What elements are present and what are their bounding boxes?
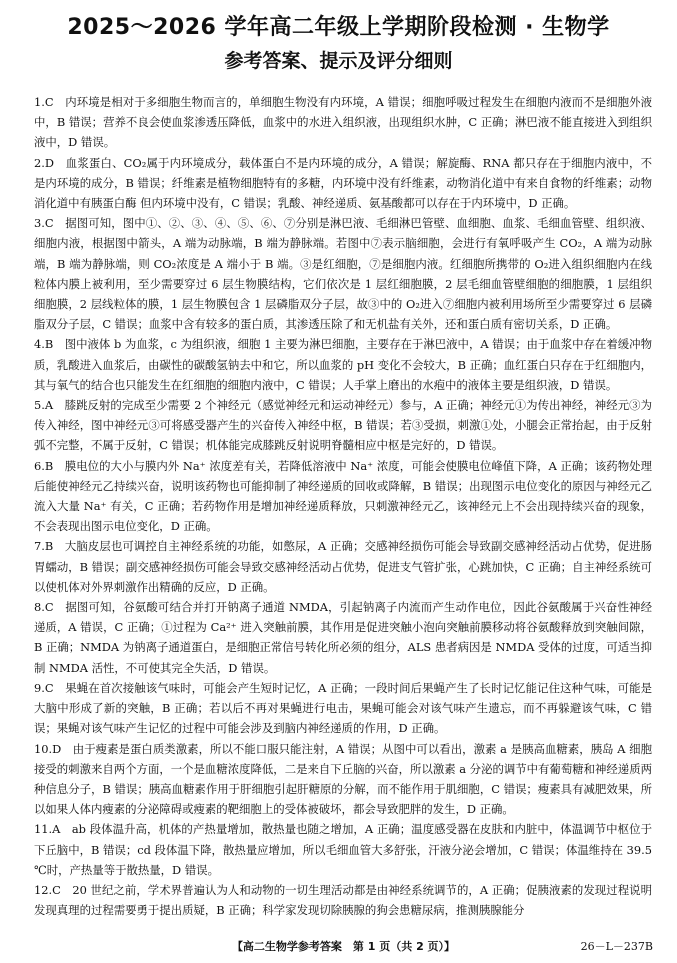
answer-explanation: ab 段体温升高，机体的产热量增加，散热量也随之增加，A 正确；温度感受器在皮肤和内脏中，体温调节中枢位于下丘脑中，B 错误；cd 段体温下降，散热量应增加，所以毛细血管大多舒张，汗液分泌会增加，C 错误；体温维持在 39.5 ℃时，产热量等于散热量，D 错误。 bbox=[34, 822, 652, 877]
answer-item bbox=[34, 334, 652, 395]
answer-number: 2.D bbox=[34, 155, 55, 170]
answer-number: 9.C bbox=[34, 680, 54, 695]
answer-number: 3.C bbox=[34, 216, 54, 231]
footer-doc-code: 26－L－237B bbox=[580, 940, 653, 953]
answer-explanation: 大脑皮层也可调控自主神经系统的功能，如憋尿，A 正确；交感神经损伤可能会导致副交感神经活动占优势，促进肠胃蠕动，B 错误；副交感神经损伤可能会导致交感神经活动占优势，促进支气管扩张，心跳加快，C 正确；自主神经系统可以使机体对外界刺激作出精确的反应，D 正确。 bbox=[34, 539, 652, 594]
answer-number: 8.C bbox=[34, 600, 54, 615]
page-subtitle: 参考答案、提示及评分细则 bbox=[224, 50, 453, 72]
answer-list bbox=[34, 92, 652, 920]
answer-item bbox=[34, 213, 652, 334]
page-footer bbox=[34, 938, 653, 956]
answer-number: 7.B bbox=[34, 539, 54, 554]
answer-explanation: 20 世纪之前，学术界普遍认为人和动物的一切生理活动都是由神经系统调节的，A 正确；促胰液素的发现过程说明发现真理的过程需要勇于提出质疑，B 正确；科学家发现切除胰腺的狗会患糖尿病，推测胰腺能分 bbox=[34, 882, 652, 918]
answer-item bbox=[34, 880, 652, 920]
answer-explanation: 膜电位的大小与膜内外 Na⁺ 浓度差有关，若降低溶液中 Na⁺ 浓度，可能会使膜电位峰值下降，A 正确；该药物处理后能使神经元乙持续兴奋，说明该药物也可能抑制了神经递质的回收或降解，B 错误；出现图示电位变化的原因与神经元乙流入大量 Na⁺ 有关，C 正确；若药物作用是增加神经递质释放，只刺激神经元乙，该神经元上不会出现持续兴奋的现象，不会表现出图示电位变化，D 正确。 bbox=[34, 458, 652, 534]
page-title: 2025～2026 学年高二年级上学期阶段检测 · 生物学 bbox=[67, 15, 610, 40]
answer-explanation: 据图可知，图中①、②、③、④、⑤、⑥、⑦分别是淋巴液、毛细淋巴管壁、血细胞、血浆、毛细血管壁、组织液、细胞内液，根据图中箭头，A 端为动脉端，B 端为静脉端。若图中⑦表示脑细胞，会进行有氧呼吸产生 CO₂，A 端为动脉端，B 端为静脉端，则 CO₂浓度是 A 端小于 B 端。③是红细胞，⑦是细胞内液。红细胞所携带的 O₂进入组织细胞内在线粒体内膜上被利用，至少需要穿过 6 层生物膜结构，它们依次是 1 层红细胞膜，2 层毛细血管壁细胞的细胞膜，1 层组织细胞膜，2 层线粒体的膜，1 层生物膜包含 1 层磷脂双分子层，故③中的 O₂进入⑦细胞内被利用场所至少需要穿过 6 层磷脂双分子层，C 错误；血浆中含有较多的蛋白质，其渗透压除了和无机盐有关外，还和蛋白质有密切关系，D 正确。 bbox=[34, 216, 652, 332]
answer-number: 10.D bbox=[34, 741, 62, 756]
answer-number: 6.B bbox=[34, 458, 54, 473]
answer-item bbox=[34, 819, 652, 880]
answer-item bbox=[34, 678, 652, 739]
answer-explanation: 膝跳反射的完成至少需要 2 个神经元（感觉神经元和运动神经元）参与，A 正确；神经元①为传出神经，神经元③为传入神经，图中神经元③可将感受器产生的兴奋传入神经中枢，B 错误；若③受损，刺激①处，小腿会正常抬起，由于反射弧不完整，不属于反射，C 错误；机体能完成膝跳反射说明脊髓相应中枢是完好的，D 错误。 bbox=[34, 398, 652, 453]
answer-number: 12.C bbox=[34, 882, 61, 897]
answer-item bbox=[34, 739, 652, 820]
answer-explanation: 内环境是相对于多细胞生物而言的，单细胞生物没有内环境，A 错误；细胞呼吸过程发生在细胞内液而不是细胞外液中，B 错误；营养不良会使血浆渗透压降低，血浆中的水进入组织液，出现组织水肿，C 正确；淋巴液不能直接进入到组织液中，D 错误。 bbox=[34, 95, 652, 150]
answer-number: 1.C bbox=[34, 95, 54, 109]
footer-page-info: 【高二生物学参考答案 第 1 页（共 2 页）】 bbox=[231, 940, 456, 953]
answer-number: 11.A bbox=[34, 822, 61, 837]
answer-item bbox=[34, 536, 652, 597]
answer-item bbox=[34, 153, 652, 214]
answer-explanation: 血浆蛋白、CO₂属于内环境成分，载体蛋白不是内环境的成分，A 错误；解旋酶、RNA 都只存在于细胞内液中，不是内环境的成分，B 错误；纤维素是植物细胞特有的多糖，内环境中没有纤维素，动物消化道中有来自食物的纤维素；动物消化道中有胰蛋白酶 但内环境中没有，C 错误；乳酸、神经递质、氨基酸都可以存在于内环境中，D 正确。 bbox=[34, 155, 652, 211]
answer-number: 4.B bbox=[34, 337, 54, 352]
answer-item bbox=[34, 597, 652, 678]
answer-explanation: 据图可知，谷氨酸可结合并打开钠离子通道 NMDA，引起钠离子内流而产生动作电位，因此谷氨酸属于兴奋性神经递质，A 错误，C 正确；①过程为 Ca²⁺ 进入突触前膜，其作用是促进突触小泡向突触前膜移动将谷氨酸释放到突触间隙，B 正确；NMDA 为钠离子通道蛋白，是细胞正常信号转化所必须的组分，ALS 患者病因是 NMDA 受体的过度，可适当抑制 NMDA 活性，不可使其完全失活，D 错误。 bbox=[34, 600, 652, 675]
answer-item bbox=[34, 395, 652, 456]
answer-item bbox=[34, 92, 652, 153]
answer-item bbox=[34, 456, 652, 537]
answer-number: 5.A bbox=[34, 398, 54, 413]
answer-explanation: 由于瘦素是蛋白质类激素，所以不能口服只能注射，A 错误；从图中可以看出，激素 a 是胰高血糖素，胰岛 A 细胞接受的刺激来自两个方面，一个是血糖浓度降低，二是来自下丘脑的兴奋，所以激素 a 分泌的调节中有葡萄糖和神经递质两种信息分子，B 错误；胰高血糖素作用于肝细胞引起肝糖原的分解，而不能作用于肌细胞，C 错误；瘦素具有减肥效果，所以如果人体内瘦素的分泌障碍或瘦素的靶细胞上的受体被破坏，都会导致肥胖的发生，D 正确。 bbox=[34, 741, 652, 817]
answer-explanation: 果蝇在首次接触该气味时，可能会产生短时记忆，A 正确；一段时间后果蝇产生了长时记忆能记住这种气味，可能是大脑中形成了新的突触，B 正确；若以后不再对果蝇进行电击，果蝇可能会对该气味产生遗忘，而不再躲避该气味，C 错误；果蝇对该气味产生记忆的过程中可能会涉及到脑内神经递质的作用，D 正确。 bbox=[34, 680, 652, 736]
answer-explanation: 图中液体 b 为血浆，c 为组织液，细胞 1 主要为淋巴细胞，主要存在于淋巴液中，A 错误；由于血浆中存在着缓冲物质，乳酸进入血浆后，由碳性的碳酸氢钠去中和它，所以血浆的 pH 变化不会较大，B 正确；血红蛋白只存在于红细胞内，其与氧气的结合也只能发生在红细胞的细胞内液中，C 错误；人手掌上磨出的水疱中的液体主要是组织液，D 错误。 bbox=[34, 337, 652, 392]
